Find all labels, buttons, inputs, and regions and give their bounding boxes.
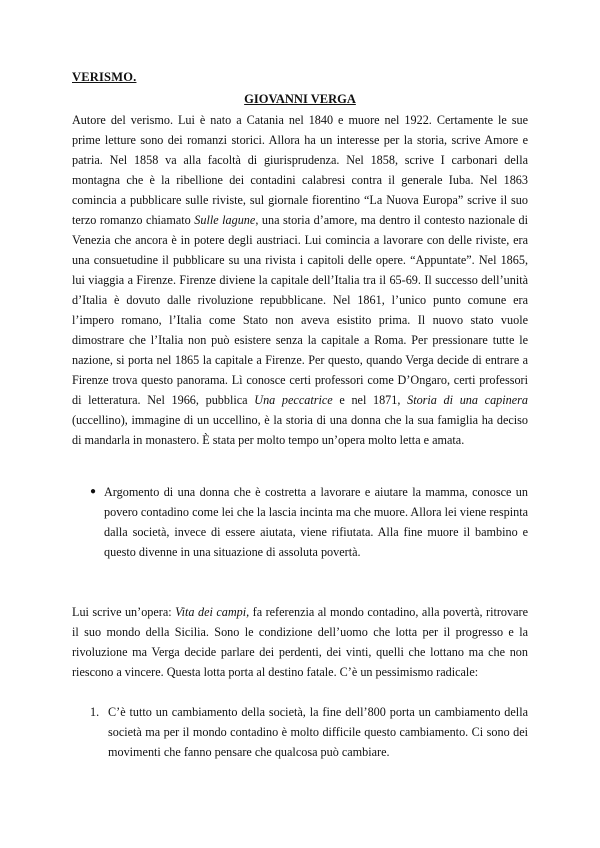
section-heading: VERISMO. [72, 70, 137, 84]
work-title: Sulle lagune [194, 213, 256, 227]
list-item-text: C’è tutto un cambiamento della società, la fine dell’800 porta un cambiamento della società ma per il mondo contadino è molto difficile questo cambiamento. Ci sono dei movimenti che fanno pensare che qualcosa può cambiare. [108, 705, 528, 759]
numbered-list [90, 702, 528, 762]
paragraph-text: Autore del verismo. Lui è nato a Catania nel 1840 e muore nel 1922. Certamente le sue prime letture sono dei romanzi storici. Allora ha un interesse per la storia, scrive Amore e patria. Nel 1858 va alla facoltà di giurisprudenza. Nel 1858, scrive I carbonari della montagna che è la ribellione dei contadini calabresi contra il generale Iuba. Nel 1863 comincia a pubblicare sulle riviste, sul giornale fiorentino “La Nuova Europa” scrive il suo terzo romanzo chiamato [72, 113, 528, 227]
paragraph-text: , una storia d’amore, ma dentro il contesto nazionale di Venezia che ancora è in potere degli austriaci. Lui comincia a lavorare con delle riviste, era una consuetudine il pubblicare su una rivista i capitoli delle opere. “Appuntate”. Nel 1865, lui viaggia a Firenze. Firenze diviene la capitale dell’Italia tra il 65-69. Il successo dell’unità d’Italia è dovuto dalle rivoluzione repubblicane. Nel 1861, l’unico punto comune era l’impero romano, l’Italia come Stato non aveva esistito prima. Il nuovo stato vuole dimostrare che l’Italia non può esistere senza la capitale a Roma. Per pressionare tutte le nazione, si porta nel 1865 la capitale a Firenze. Per questo, quando Verga decide di entrare a Firenze trova questo panorama. Lì conosce certi professori come D’Ongaro, certi professori di letteratura. Nel 1966, pubblica [72, 213, 529, 407]
paragraph-text: e nel 1871, [332, 393, 408, 407]
paragraph-biography [72, 110, 528, 450]
work-title: Vita dei campi, [175, 605, 250, 619]
paragraph-text: fa referenzia al mondo contadino, alla povertà, ritrovare il suo mondo della Sicilia. Sono le condizione dell’uomo che lotta per il progresso e la rivoluzione ma Verga decide parlare dei perdenti, dei vinti, quelli che lottano ma che non riescono a vincere. Questa lotta porta al destino fatale. C’è un pessimismo radicale: [72, 605, 528, 679]
list-item-text: Argomento di una donna che è costretta a lavorare e aiutare la mamma, conosce un povero contadino come lei che la lascia incinta ma che muore. Allora lei viene respinta dalla società, invece di essere aiutata, viene rifiutata. Alla fine muore il bambino e questo divenne in una situazione di assoluta povertà. [104, 485, 528, 559]
work-title: Storia di una capinera [407, 393, 528, 407]
author-title: GIOVANNI VERGA [244, 92, 356, 106]
paragraph-vita-dei-campi [72, 602, 528, 682]
list-number: 1. [90, 705, 100, 719]
paragraph-text: (uccellino), immagine di un uccellino, è la storia di una donna che la sua famiglia ha deciso di mandarla in monastero. È stata per molto tempo un’opera molto letta e amata. [72, 413, 528, 447]
bullet-icon: ● [90, 486, 97, 497]
paragraph-text: Lui scrive un’opera: [72, 605, 176, 619]
list-item [90, 482, 528, 562]
work-title: Una peccatrice [254, 393, 333, 407]
bullet-list [90, 482, 528, 562]
list-item [90, 702, 528, 762]
